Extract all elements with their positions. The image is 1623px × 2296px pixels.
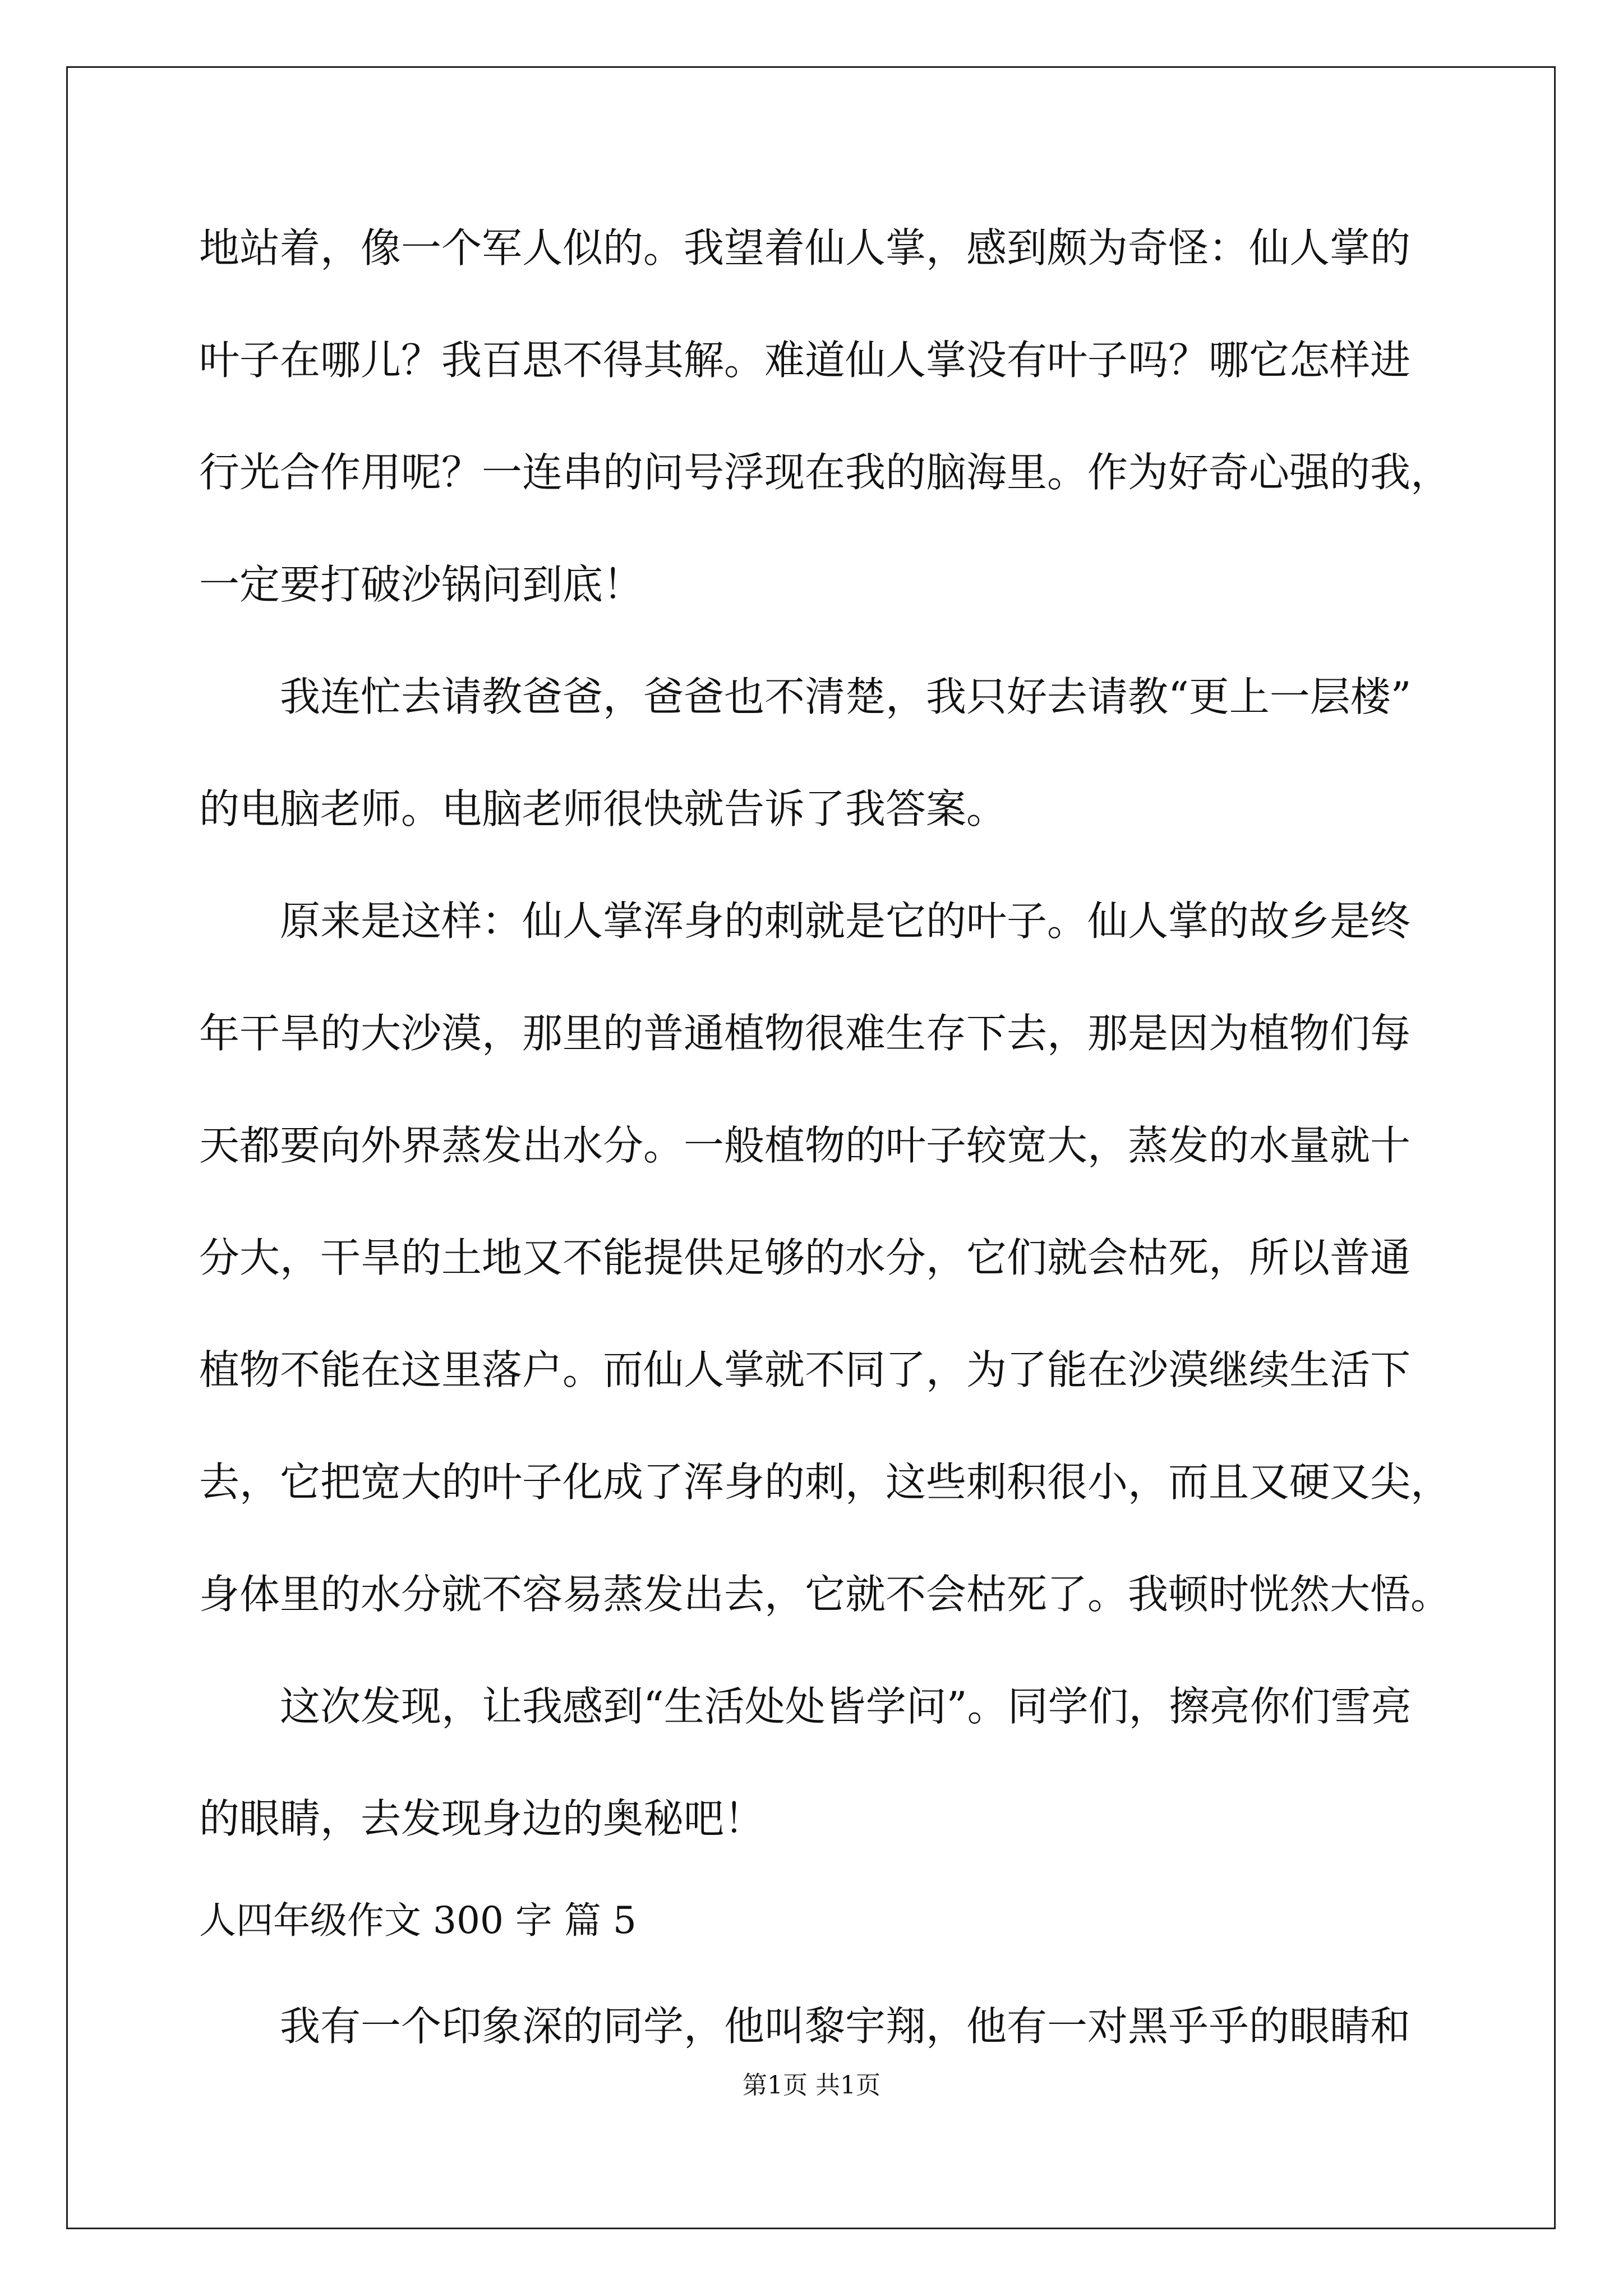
- body-line: 我有一个印象深的同学，他叫黎宇翔，他有一对黑乎乎的眼睛和: [199, 2003, 1411, 2050]
- body-line: 天都要向外界蒸发出水分。一般植物的叶子较宽大，蒸发的水量就十: [199, 1122, 1411, 1169]
- body-line: 这次发现，让我感到“生活处处皆学问”。同学们，擦亮你们雪亮: [199, 1683, 1412, 1730]
- body-line: 的眼睛，去发现身边的奥秘吧！: [199, 1795, 765, 1842]
- body-line: 年干旱的大沙漠，那里的普通植物很难生存下去，那是因为植物们每: [199, 1010, 1411, 1057]
- body-line: 叶子在哪儿？我百思不得其解。难道仙人掌没有叶子吗？哪它怎样进: [199, 337, 1411, 384]
- body-line: 去，它把宽大的叶子化成了浑身的刺，这些刺积很小，而且又硬又尖，: [199, 1458, 1451, 1506]
- body-line: 的电脑老师。电脑老师很快就告诉了我答案。: [199, 785, 1007, 832]
- body-line: 一定要打破沙锅问到底！: [199, 561, 644, 608]
- body-line: 地站着，像一个军人似的。我望着仙人掌，感到颇为奇怪：仙人掌的: [199, 224, 1411, 272]
- section-heading: 人四年级作文 300 字 篇 5: [199, 1899, 637, 1942]
- body-line: 分大，干旱的土地又不能提供足够的水分，它们就会枯死，所以普通: [199, 1234, 1411, 1281]
- body-line: 植物不能在这里落户。而仙人掌就不同了，为了能在沙漠继续生活下: [199, 1346, 1411, 1393]
- body-line: 原来是这样：仙人掌浑身的刺就是它的叶子。仙人掌的故乡是终: [199, 898, 1411, 945]
- page-footer: 第1页 共1页: [743, 2071, 880, 2100]
- body-line: 身体里的水分就不容易蒸发出去，它就不会枯死了。我顿时恍然大悟。: [199, 1571, 1451, 1618]
- body-line: 行光合作用呢？一连串的问号浮现在我的脑海里。作为好奇心强的我，: [199, 449, 1451, 496]
- body-line: 我连忙去请教爸爸，爸爸也不清楚，我只好去请教“更上一层楼”: [199, 673, 1412, 720]
